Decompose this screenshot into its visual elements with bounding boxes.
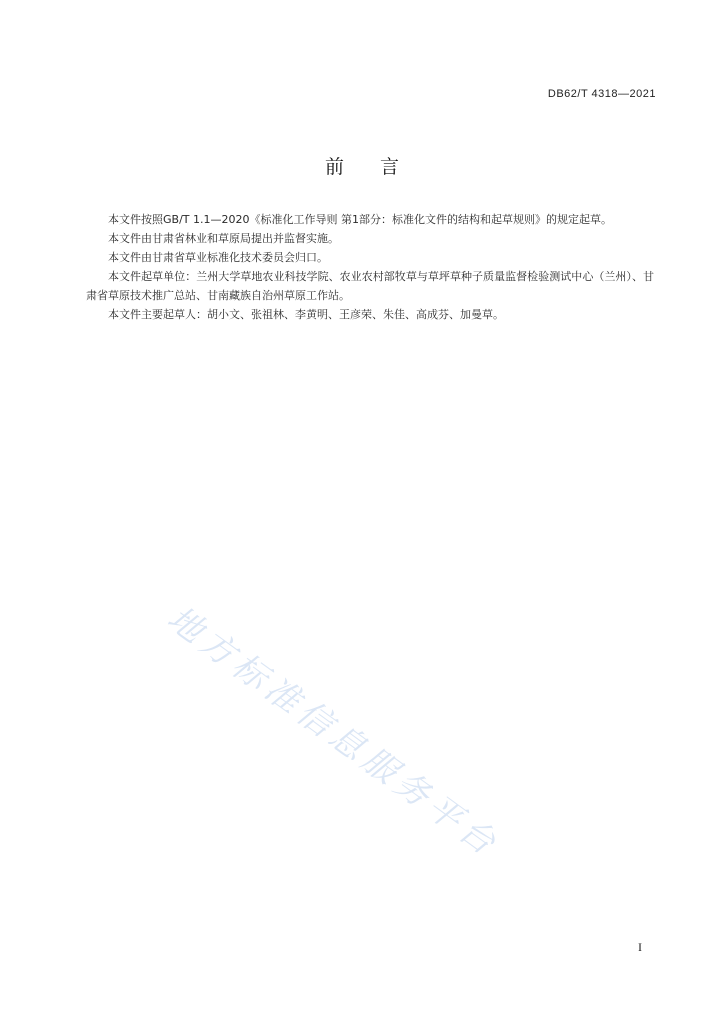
paragraph-drafting-units: 本文件起草单位：兰州大学草地农业科技学院、农业农村部牧草与草坪草种子质量监督检验测试中心（兰州）、甘肃省草原技术推广总站、甘南藏族自治州草原工作站。 [86, 270, 654, 302]
watermark-text: 地方标准信息服务平台 [159, 598, 507, 866]
page-title: 前言 [324, 156, 435, 178]
paragraph-drafting-rules: 本文件按照GB/T 1.1—2020《标准化工作导则 第1部分：标准化文件的结构和起草规则》的规定起草。 [108, 213, 612, 226]
page-number: I [638, 940, 642, 954]
foreword-body [86, 210, 654, 324]
document-code: DB62/T 4318—2021 [547, 88, 656, 100]
paragraph-drafters: 本文件主要起草人：胡小文、张祖林、李黄明、王彦荣、朱佳、高成芬、加曼草。 [108, 308, 504, 321]
paragraph-committee: 本文件由甘肃省草业标准化技术委员会归口。 [108, 251, 328, 264]
paragraph-proposer: 本文件由甘肃省林业和草原局提出并监督实施。 [108, 232, 339, 245]
